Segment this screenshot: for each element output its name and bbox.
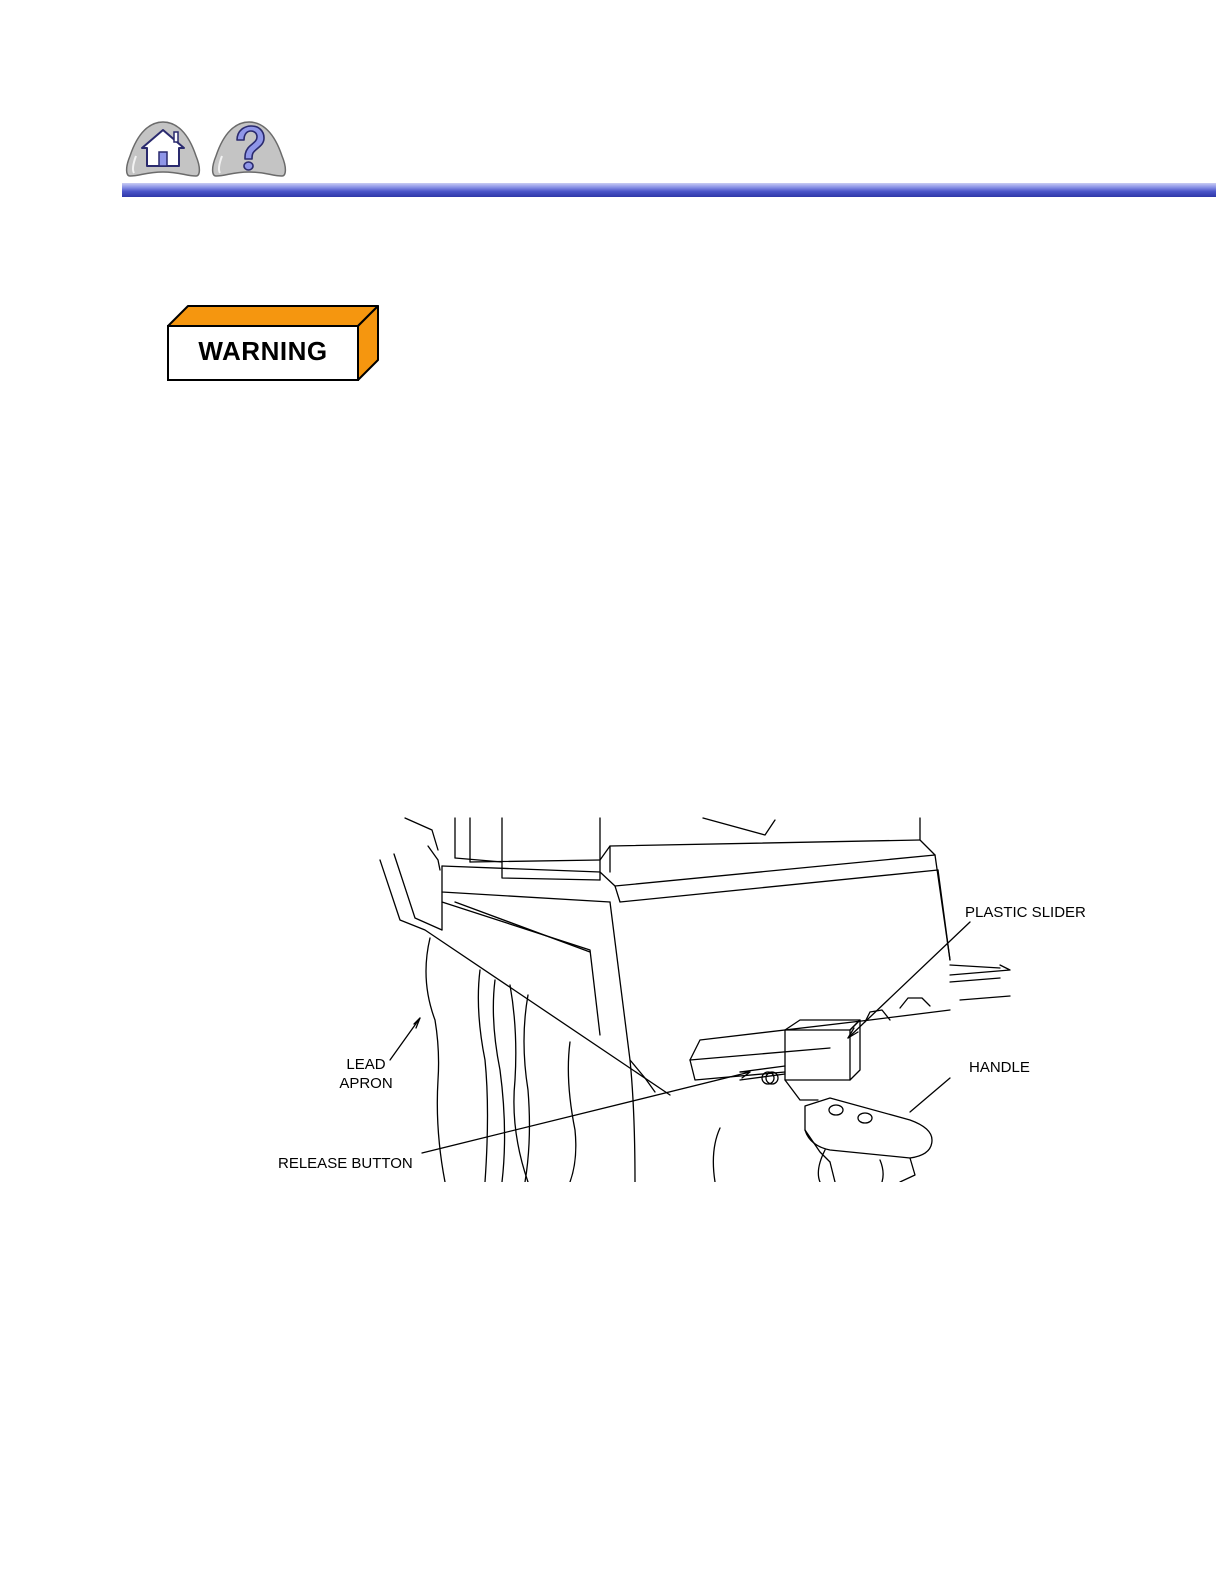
handle-label: HANDLE — [969, 1059, 1030, 1076]
home-icon — [124, 118, 202, 180]
plastic-slider-label: PLASTIC SLIDER — [965, 904, 1086, 921]
warning-label: WARNING — [198, 335, 328, 366]
lead-apron-label — [336, 1055, 396, 1093]
lead-apron-label-line2: APRON — [339, 1075, 393, 1092]
line-drawing — [270, 810, 1110, 1182]
lead-apron-label-line1: LEAD — [346, 1056, 386, 1073]
collimator-release-figure — [270, 810, 1110, 1182]
question-mark-icon — [210, 118, 288, 180]
warning-box — [166, 304, 380, 382]
help-button[interactable] — [210, 118, 288, 180]
home-button[interactable] — [124, 118, 202, 180]
header-rule — [122, 183, 1216, 197]
release-button-label: RELEASE BUTTON — [278, 1155, 413, 1172]
